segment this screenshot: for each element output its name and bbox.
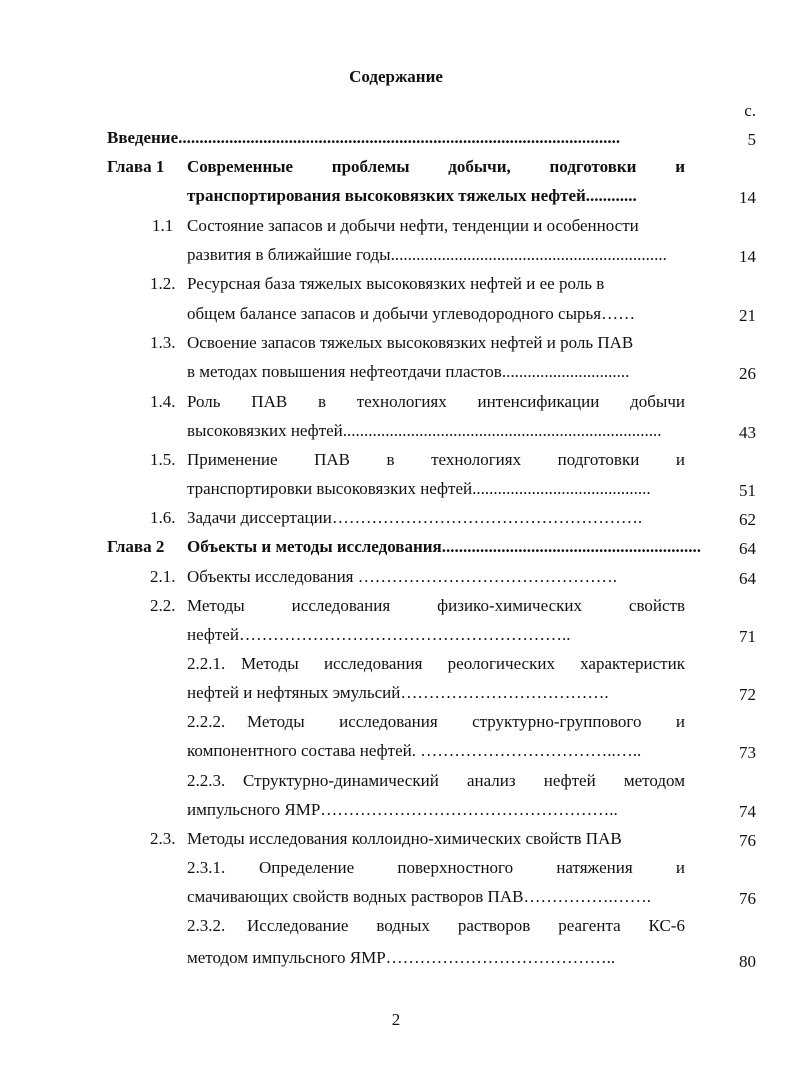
dot-leader: ………………………………………. bbox=[353, 567, 617, 586]
toc-entry-title-cont: методом импульсного ЯМР bbox=[187, 948, 386, 967]
page-title: Содержание bbox=[349, 67, 443, 86]
toc-entry-title-cont: компонентного состава нефтей. bbox=[187, 741, 416, 760]
toc-entry-title: Определение bbox=[259, 858, 355, 877]
toc-entry-title: Методы bbox=[241, 654, 299, 673]
toc-entry-title-cont: в методах повышения нефтеотдачи пластов bbox=[187, 362, 502, 381]
page-column-label: с. bbox=[744, 101, 756, 120]
dot-leader: ……………………………..….. bbox=[415, 741, 642, 760]
toc-entry-title-cont: импульсного ЯМР bbox=[187, 800, 321, 819]
toc-entry-title: Структурно-динамический bbox=[243, 771, 439, 790]
page-number: 2 bbox=[391, 1010, 401, 1029]
dot-leader: ................................................................. bbox=[390, 245, 667, 264]
toc-entry-title: Введение bbox=[107, 128, 179, 147]
toc-page-number: 72 bbox=[739, 685, 756, 704]
toc-entry-title-cont: транспортирования высоковязких тяжелых нефтей bbox=[187, 186, 586, 205]
toc-entry-title: Объекты и методы исследования bbox=[187, 537, 442, 556]
toc-entry-title: Методы исследования коллоидно-химических свойств ПАВ bbox=[187, 829, 622, 848]
toc-entry-title: Объекты исследования bbox=[187, 567, 354, 586]
toc-label: 2.2.1. bbox=[187, 654, 226, 673]
toc-page-number: 73 bbox=[739, 743, 756, 762]
toc-label: 1.5. bbox=[150, 450, 176, 469]
dot-leader: ............ bbox=[585, 186, 637, 205]
dot-leader: ………………………………………………….. bbox=[238, 625, 571, 644]
toc-label: 1.2. bbox=[150, 274, 176, 293]
toc-label: 2.2. bbox=[150, 596, 176, 615]
toc-page-number: 14 bbox=[739, 188, 756, 207]
toc-page-number: 74 bbox=[739, 802, 756, 821]
toc-page-number: 14 bbox=[739, 247, 756, 266]
toc-page-number: 51 bbox=[739, 481, 756, 500]
dot-leader: …………….……. bbox=[523, 887, 651, 906]
toc-entry-title: Методы bbox=[247, 712, 305, 731]
toc-label: 2.3.2. bbox=[187, 916, 226, 935]
toc-entry-title: Ресурсная база тяжелых высоковязких нефтей и ее роль в bbox=[187, 274, 605, 293]
toc-page-number: 76 bbox=[739, 889, 756, 908]
toc-page-number: 5 bbox=[747, 130, 756, 149]
toc-page-number: 71 bbox=[739, 627, 756, 646]
toc-label: Глава 1 bbox=[107, 157, 165, 176]
dot-leader: ………………………………. bbox=[400, 683, 609, 702]
dot-leader: .............................. bbox=[501, 362, 630, 381]
toc-label: 1.1 bbox=[152, 216, 174, 235]
toc-label: 2.3. bbox=[150, 829, 176, 848]
toc-entry-title-cont: нефтей и нефтяных эмульсий bbox=[187, 683, 401, 702]
dot-leader: ............................................................. bbox=[441, 537, 701, 556]
dot-leader: …………………………………………….. bbox=[320, 800, 618, 819]
toc-page-number: 76 bbox=[739, 831, 756, 850]
toc-page-number: 21 bbox=[739, 306, 756, 325]
toc-label: 1.6. bbox=[150, 508, 176, 527]
dot-leader: ………………………………….. bbox=[385, 948, 616, 967]
toc-label: 1.4. bbox=[150, 392, 176, 411]
dot-leader: ........................................................................................................ bbox=[178, 128, 621, 147]
toc-label: 2.2.2. bbox=[187, 712, 226, 731]
toc-page-number: 64 bbox=[739, 539, 756, 558]
toc-label: Глава 2 bbox=[107, 537, 165, 556]
toc-entry-title-cont: высоковязких нефтей bbox=[187, 421, 343, 440]
toc-entry-title: Исследование bbox=[247, 916, 349, 935]
toc-entry-title: Задачи диссертации bbox=[187, 508, 332, 527]
toc-entry-title: Роль bbox=[187, 392, 221, 411]
toc-page-number: 64 bbox=[739, 569, 756, 588]
toc-entry-title: Современные bbox=[187, 157, 294, 176]
toc-page-number: 80 bbox=[739, 952, 756, 971]
toc-label: 2.3.1. bbox=[187, 858, 226, 877]
toc-entry-title-cont: транспортировки высоковязких нефтей bbox=[187, 479, 473, 498]
toc-entry-title-cont: нефтей bbox=[187, 625, 239, 644]
dot-leader: ........................................................................... bbox=[342, 421, 662, 440]
toc-entry-title: Состояние запасов и добычи нефти, тенденции и особенности bbox=[187, 216, 639, 235]
toc-page-number: 26 bbox=[739, 364, 756, 383]
toc-page-number: 43 bbox=[739, 423, 756, 442]
toc-entry-title: Методы bbox=[187, 596, 245, 615]
toc-page-number: 62 bbox=[739, 510, 756, 529]
dot-leader: …… bbox=[601, 304, 636, 323]
toc-label: 1.3. bbox=[150, 333, 176, 352]
toc-label: 2.2.3. bbox=[187, 771, 226, 790]
toc-entry-title-cont: смачивающих свойств водных растворов ПАВ bbox=[187, 887, 524, 906]
toc-label: 2.1. bbox=[150, 567, 176, 586]
toc-entry-title-cont: общем балансе запасов и добычи углеводородного сырья bbox=[187, 304, 602, 323]
dot-leader: ………………………………………………. bbox=[331, 508, 643, 527]
toc-entry-title: Применение bbox=[187, 450, 278, 469]
toc-entry-title-cont: развития в ближайшие годы bbox=[187, 245, 391, 264]
dot-leader: .......................................... bbox=[472, 479, 651, 498]
toc-entry-title: Освоение запасов тяжелых высоковязких нефтей и роль ПАВ bbox=[187, 333, 634, 352]
